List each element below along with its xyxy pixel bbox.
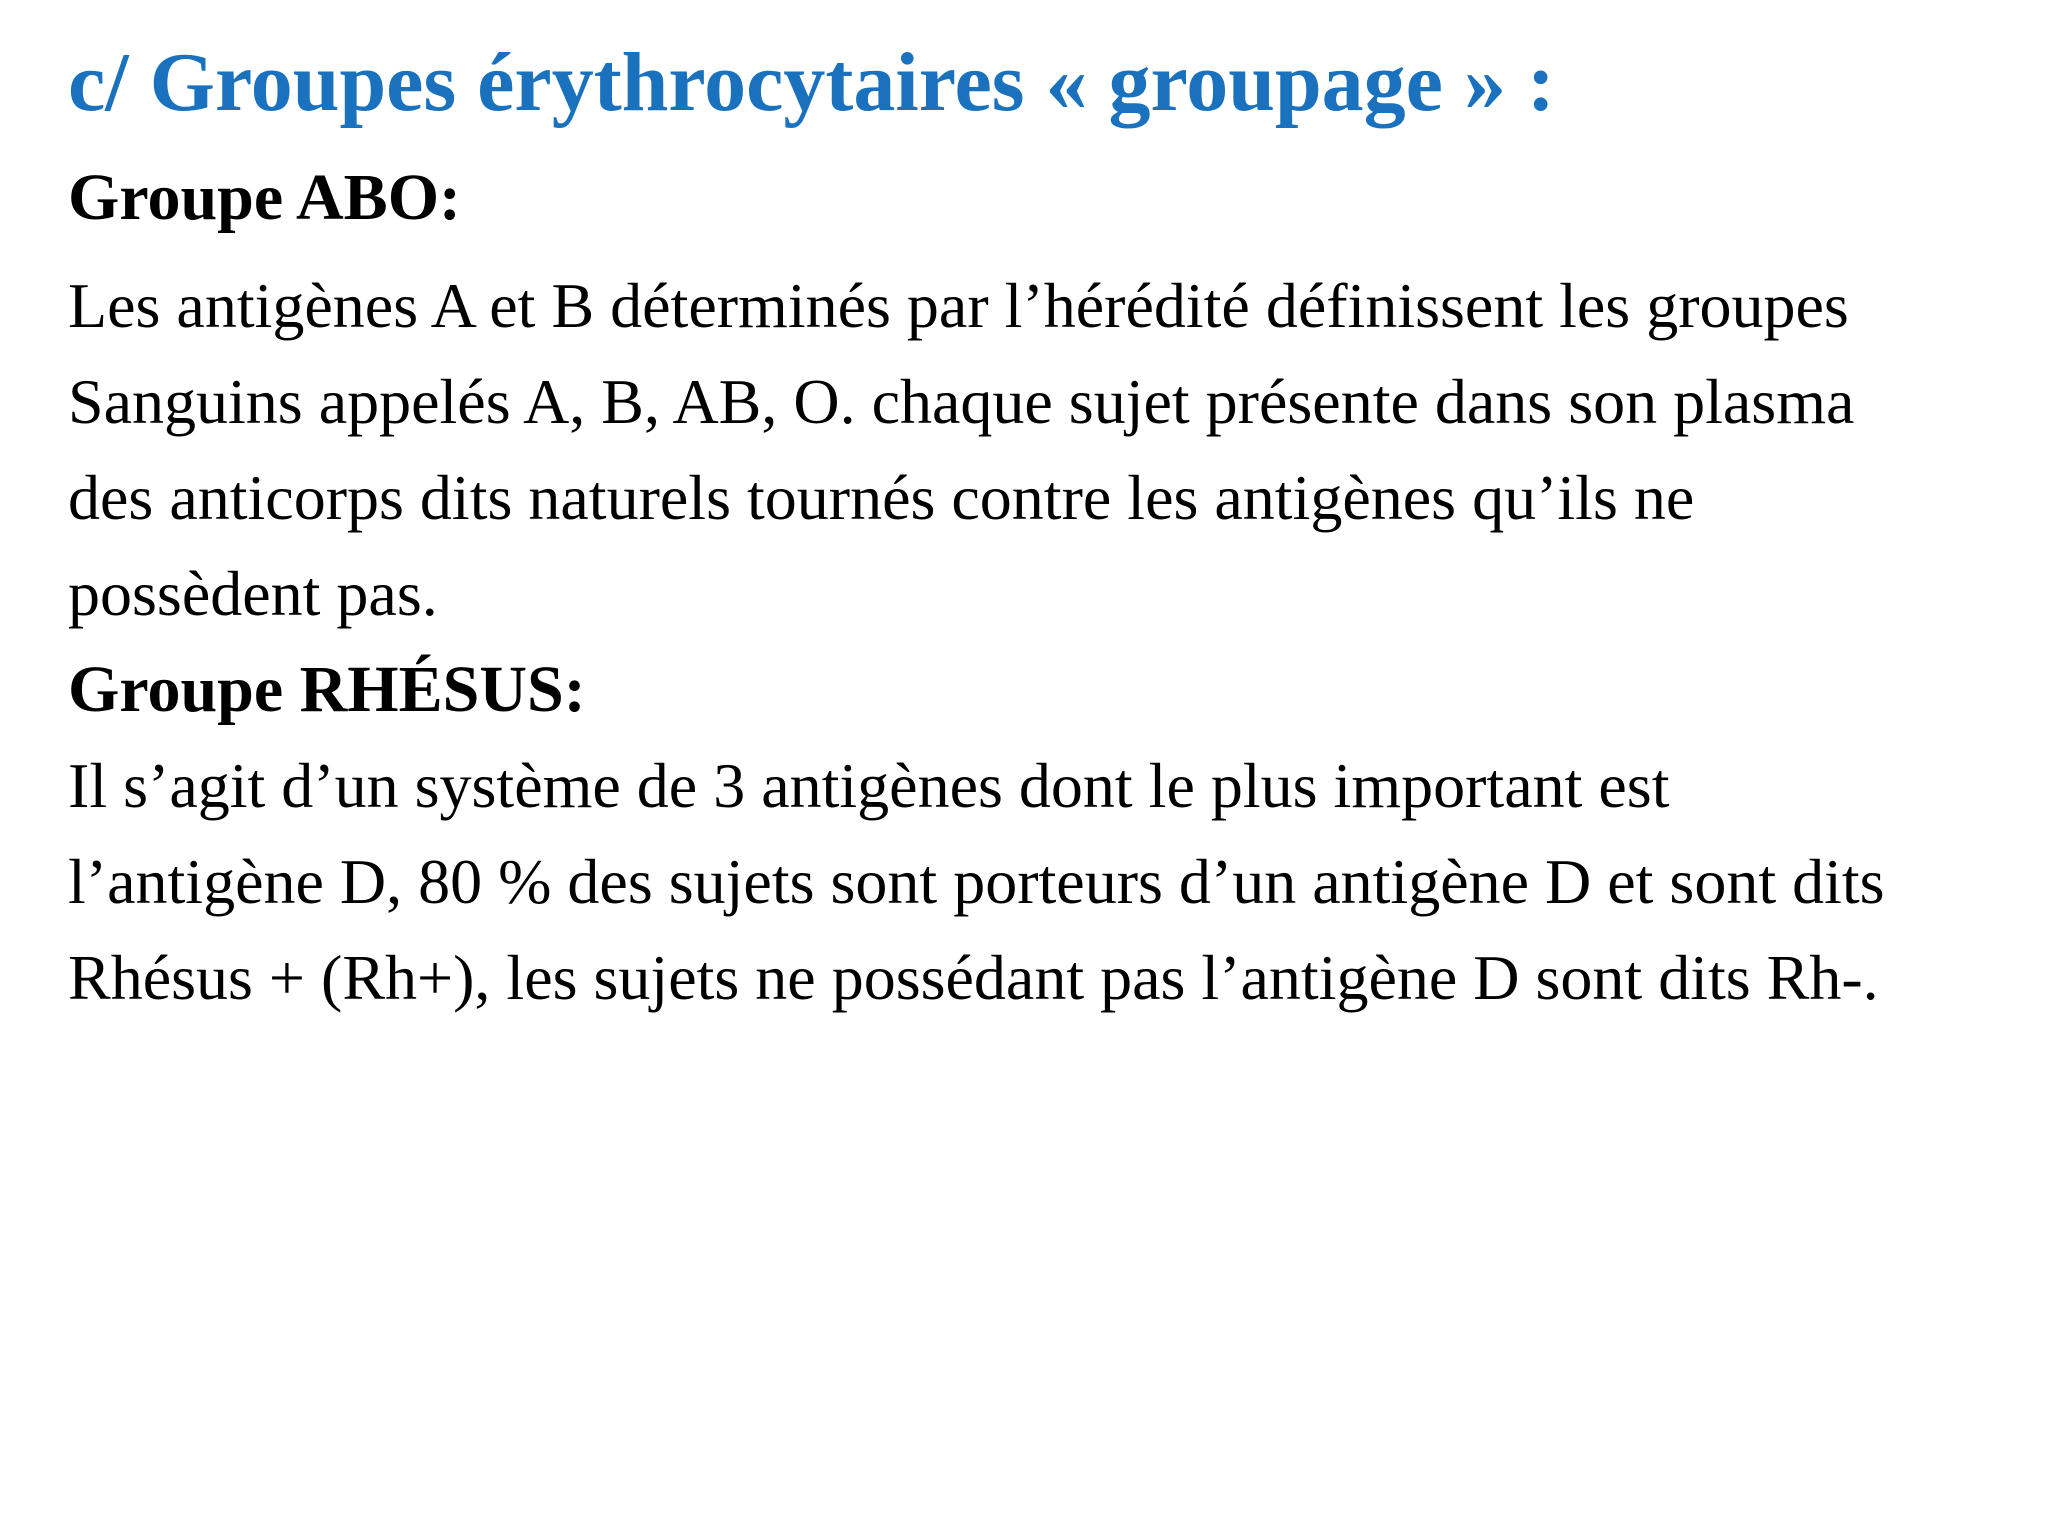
section-heading-rhesus: Groupe RHÉSUS: [68,653,586,726]
paragraph-line: des anticorps dits naturels tournés contre les antigènes qu’ils ne [68,462,1695,533]
paragraph-line: Les antigènes A et B déterminés par l’hérédité définissent les groupes [68,270,1849,341]
slide-content [68,28,2028,1026]
paragraph-line: possèdent pas. [68,558,438,629]
paragraph-abo [68,258,2028,642]
paragraph-line: Il s’agit d’un système de 3 antigènes dont le plus important est [68,750,1670,821]
paragraph-rhesus [68,738,2028,1026]
slide-title: c/ Groupes érythrocytaires « groupage » : [68,36,1555,129]
paragraph-line: Sanguins appelés A, B, AB, O. chaque sujet présente dans son plasma [68,366,1855,437]
section-rhesus [68,642,2028,1026]
section-abo [68,150,2028,642]
section-heading-abo: Groupe ABO: [68,161,462,234]
paragraph-line: l’antigène D, 80 % des sujets sont porteurs d’un antigène D et sont dits [68,846,1885,917]
paragraph-line: Rhésus + (Rh+), les sujets ne possédant pas l’antigène D sont dits Rh-. [68,942,1879,1013]
